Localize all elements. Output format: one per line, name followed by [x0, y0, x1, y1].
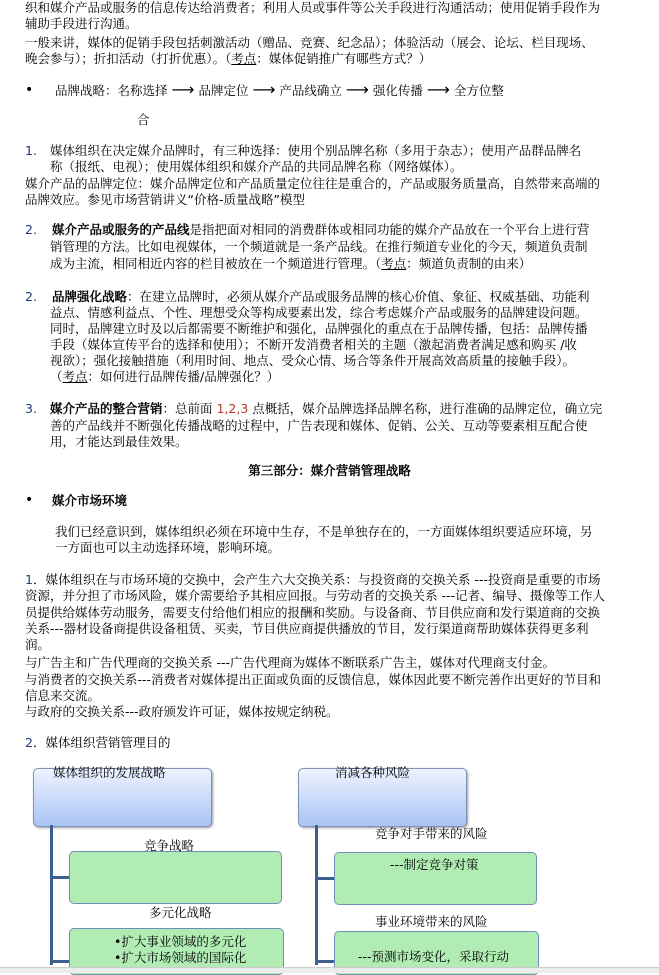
text-line: 信息来交流。 — [25, 688, 101, 703]
bullet-heading: 媒介市场环境 — [52, 493, 128, 508]
section-2-title — [25, 735, 170, 751]
section-heading: 第三部分：媒介营销管理战略 — [248, 463, 411, 478]
step: 全方位整 — [453, 83, 504, 98]
text: ：总前面 — [162, 401, 217, 416]
box-competition — [69, 851, 282, 904]
text: 是指把面对相同的消费群体或相同功能的媒介产品放在一个平台上进行营 — [189, 222, 590, 237]
text: 合 — [137, 112, 150, 127]
text-line: 与消费者的交换关系---消费者对媒体提出正面或负面的反馈信息，媒体因此要不断完善作出更好的节目和 — [25, 672, 602, 687]
list-number: 3. — [25, 401, 37, 416]
bullet-icon: • — [25, 492, 34, 508]
text-line: 关系---器材设备商提供设备租赁、买卖，节目供应商提供播放的节目，发行渠道商帮助媒体获得更多利 — [25, 621, 589, 636]
connector — [50, 825, 53, 965]
text-line: 称（报纸、电视）；使用媒体组织和媒介产品的共同品牌名称（网络媒体）。 — [50, 159, 463, 174]
text-line: 与广告主和广告代理商的交换关系 ---广告代理商为媒体不断联系广告主，媒体对代理商支付金。 — [25, 655, 556, 670]
text-line: 一方面也可以主动选择环境，影响环境。 — [55, 540, 281, 555]
list-item: •扩大事业领域的多元化 — [114, 934, 247, 949]
text: （ — [50, 369, 63, 384]
text-line: 善的产品线并不断强化传播战略的过程中，广告表现和媒体、促销、公关、互动等要素相互配合使 — [50, 418, 588, 433]
text-line: 媒介产品的品牌定位：媒介品牌定位和产品质量定位往往是重合的，产品或服务质量高，自然带来高端的 — [25, 176, 601, 191]
text: ：在建立品牌时，必须从媒介产品或服务品牌的核心价值、象征、权威基础、功能利 — [127, 289, 590, 304]
text-line — [25, 572, 600, 588]
text-line: 用，才能达到最佳效果。 — [50, 434, 188, 449]
text-line: 资源，并分担了市场风险，媒介需要给予其相应回报。与劳动者的交换关系 ---记者、编导、摄像等工作人 — [25, 588, 606, 603]
text-line: 我们已经意识到，媒体组织必须在环境中生存，不是单独存在的，一方面媒体组织要适应环境，另 — [55, 524, 593, 539]
text-line: 手段（媒体宣传平台的选择和使用）；不断开发消费者相关的主题（激起消费者满足感和购买 /收 — [50, 337, 577, 352]
text: ：媒体促销推广有哪些方式？） — [256, 51, 432, 66]
step: 强化传播 — [372, 83, 423, 98]
list-number: 2. — [25, 289, 37, 304]
text-line: 辅助手段进行沟通。 — [25, 16, 138, 31]
brand-flow — [55, 82, 504, 99]
box-label: 竞争战略 — [144, 838, 195, 853]
bold-term: 媒介产品或服务的产品线 — [52, 222, 190, 237]
text: ．媒体组织在与市场环境的交换中，会产生六大交换关系：与投资商的交换关系 ---投资商是重要的市场 — [32, 572, 601, 587]
bullet-icon: • — [25, 82, 34, 98]
box-label: 事业环境带来的风险 — [375, 914, 488, 929]
box-text: ---制定竞争对策 — [390, 857, 479, 872]
kaodian-label: 考点 — [381, 256, 407, 271]
box-label: 多元化战略 — [149, 905, 212, 920]
text-line: 润。 — [25, 637, 51, 652]
text-line — [50, 256, 531, 272]
arrow-right-icon: ⟶ — [426, 80, 450, 99]
text-line — [52, 289, 590, 305]
text-line: 同时，品牌建立时及以后都需要不断维护和强化，品牌强化的重点在于品牌传播，包括：品牌传播 — [50, 321, 588, 336]
list-number: 2 — [25, 735, 33, 750]
text-line: 视欲）；强化接触措施（利用时间、地点、受众心情、场合等条件开展高效高质量的接触手段）。 — [50, 353, 576, 368]
text-line: 品牌效应。参见市场营销讲义“价格-质量战略”模型 — [25, 192, 305, 207]
arrow-right-icon: ⟶ — [252, 80, 276, 99]
text-line — [50, 369, 279, 385]
root-label: 媒体组织的发展战略 — [53, 765, 166, 780]
text-line: 员提供给媒体劳动服务，需要支付给他们相应的报酬和奖励。与设备商、节目供应商和发行渠道商的交换 — [25, 605, 601, 620]
list-number: 1 — [25, 572, 33, 587]
text-line: 销管理的方法。比如电视媒体，一个频道就是一条产品线。在推行频道专业化的今天，频道负责制 — [50, 239, 588, 254]
box-text: ---预测市场变化，采取行动 — [358, 949, 510, 964]
list-number: 1. — [25, 143, 37, 158]
kaodian-label: 考点 — [231, 51, 257, 66]
text-line: 织和媒介产品或服务的信息传达给消费者；利用人员或事件等公关手段进行沟通活动；使用促销手段作为 — [25, 0, 601, 15]
text-line: 与政府的交换关系---政府颁发许可证，媒体按规定纳税。 — [25, 704, 339, 719]
text-line: 媒体组织在决定媒介品牌时，有三种选择：使用个别品牌名称（多用于杂志）；使用产品群品牌名 — [50, 143, 582, 158]
connector — [315, 825, 318, 965]
list-number: 2. — [25, 222, 37, 237]
connector — [50, 960, 70, 963]
connector — [315, 877, 335, 880]
root-label: 消减各种风险 — [335, 765, 411, 780]
text-line: 益点、情感利益点、个性、理想受众等构成要素出发，综合考虑媒介产品或服务的品牌建设问题。 — [50, 305, 588, 320]
connector — [315, 960, 335, 963]
box-label: 竞争对手带来的风险 — [375, 826, 488, 841]
bold-term: 媒介产品的整合营销 — [50, 401, 163, 416]
text-line — [50, 401, 602, 417]
numbers: 1,2,3 — [216, 401, 249, 416]
text: ：频道负责制的由来） — [406, 256, 532, 271]
text: 晚会参与）；折扣活动（打折优惠）。（ — [25, 51, 232, 66]
text: 品牌战略：名称选择 — [55, 83, 168, 98]
text: ．媒体组织营销管理目的 — [32, 735, 171, 750]
text-line — [25, 51, 431, 67]
text: ：如何进行品牌传播/品牌强化？） — [87, 369, 280, 384]
connector — [50, 876, 70, 879]
text-line: 一般来讲，媒体的促销手段包括刺激活动（赠品、竞赛、纪念品）；体验活动（展会、论坛、栏目现场、 — [25, 35, 594, 50]
text: 成为主流，相同相近内容的栏目被放在一个频道进行管理。（ — [50, 256, 382, 271]
step: 产品线确立 — [279, 83, 342, 98]
text: 点概括，媒介品牌选择品牌名称，进行准确的品牌定位，确立完 — [248, 401, 603, 416]
bold-term: 品牌强化战略 — [52, 289, 128, 304]
horizontal-scrollbar[interactable] — [0, 967, 659, 973]
arrow-right-icon: ⟶ — [345, 80, 369, 99]
kaodian-label: 考点 — [62, 369, 88, 384]
arrow-right-icon: ⟶ — [171, 80, 195, 99]
list-item: •扩大市场领域的国际化 — [114, 950, 247, 965]
text-line — [52, 222, 590, 238]
step: 品牌定位 — [198, 83, 249, 98]
